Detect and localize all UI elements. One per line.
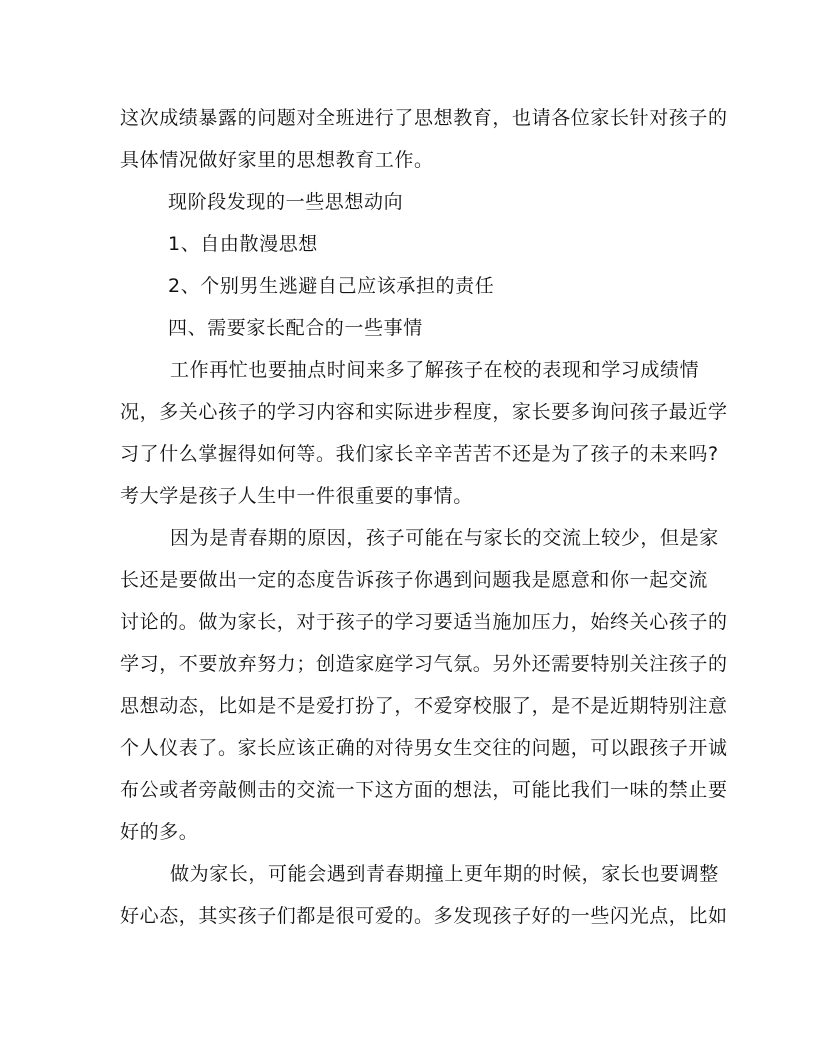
text-line-19: 做为家长，可能会遇到青春期撞上更年期的时候，家长也要调整 [170, 863, 719, 885]
text-line-4: 1、自由散漫思想 [168, 233, 318, 255]
text-line-20: 好心态，其实孩子们都是很可爱的。多发现孩子好的一些闪光点，比如 [120, 905, 728, 927]
text-line-14: 学习，不要放弃努力；创造家庭学习气氛。另外还需要特别关注孩子的 [120, 653, 728, 675]
text-line-18: 好的多。 [120, 821, 199, 843]
section-heading: 四、需要家长配合的一些事情 [168, 317, 423, 339]
text-line-8: 况，多关心孩子的学习内容和实际进步程度，家长要多询问孩子最近学 [120, 401, 728, 423]
text-line-15: 思想动态，比如是不是爱打扮了，不爱穿校服了，是不是近期特别注意 [120, 695, 728, 717]
text-line-9: 习了什么掌握得如何等。我们家长辛辛苦苦不还是为了孩子的未来吗? [120, 443, 719, 465]
text-line-17: 布公或者旁敲侧击的交流一下这方面的想法，可能比我们一味的禁止要 [120, 779, 728, 801]
text-line-1: 这次成绩暴露的问题对全班进行了思想教育，也请各位家长针对孩子的 [120, 107, 728, 129]
text-line-13: 讨论的。做为家长，对于孩子的学习要适当施加压力，始终关心孩子的 [120, 611, 728, 633]
text-line-2: 具体情况做好家里的思想教育工作。 [120, 149, 434, 171]
text-line-11: 因为是青春期的原因，孩子可能在与家长的交流上较少，但是家 [170, 527, 719, 549]
text-line-7: 工作再忙也要抽点时间来多了解孩子在校的表现和学习成绩情 [170, 359, 700, 381]
text-line-12: 长还是要做出一定的态度告诉孩子你遇到问题我是愿意和你一起交流 [120, 569, 709, 591]
text-line-16: 个人仪表了。家长应该正确的对待男女生交往的问题，可以跟孩子开诚 [120, 737, 728, 759]
text-line-3: 现阶段发现的一些思想动向 [168, 191, 404, 213]
text-line-5: 2、个别男生逃避自己应该承担的责任 [168, 275, 495, 297]
text-line-10: 考大学是孩子人生中一件很重要的事情。 [120, 485, 473, 507]
